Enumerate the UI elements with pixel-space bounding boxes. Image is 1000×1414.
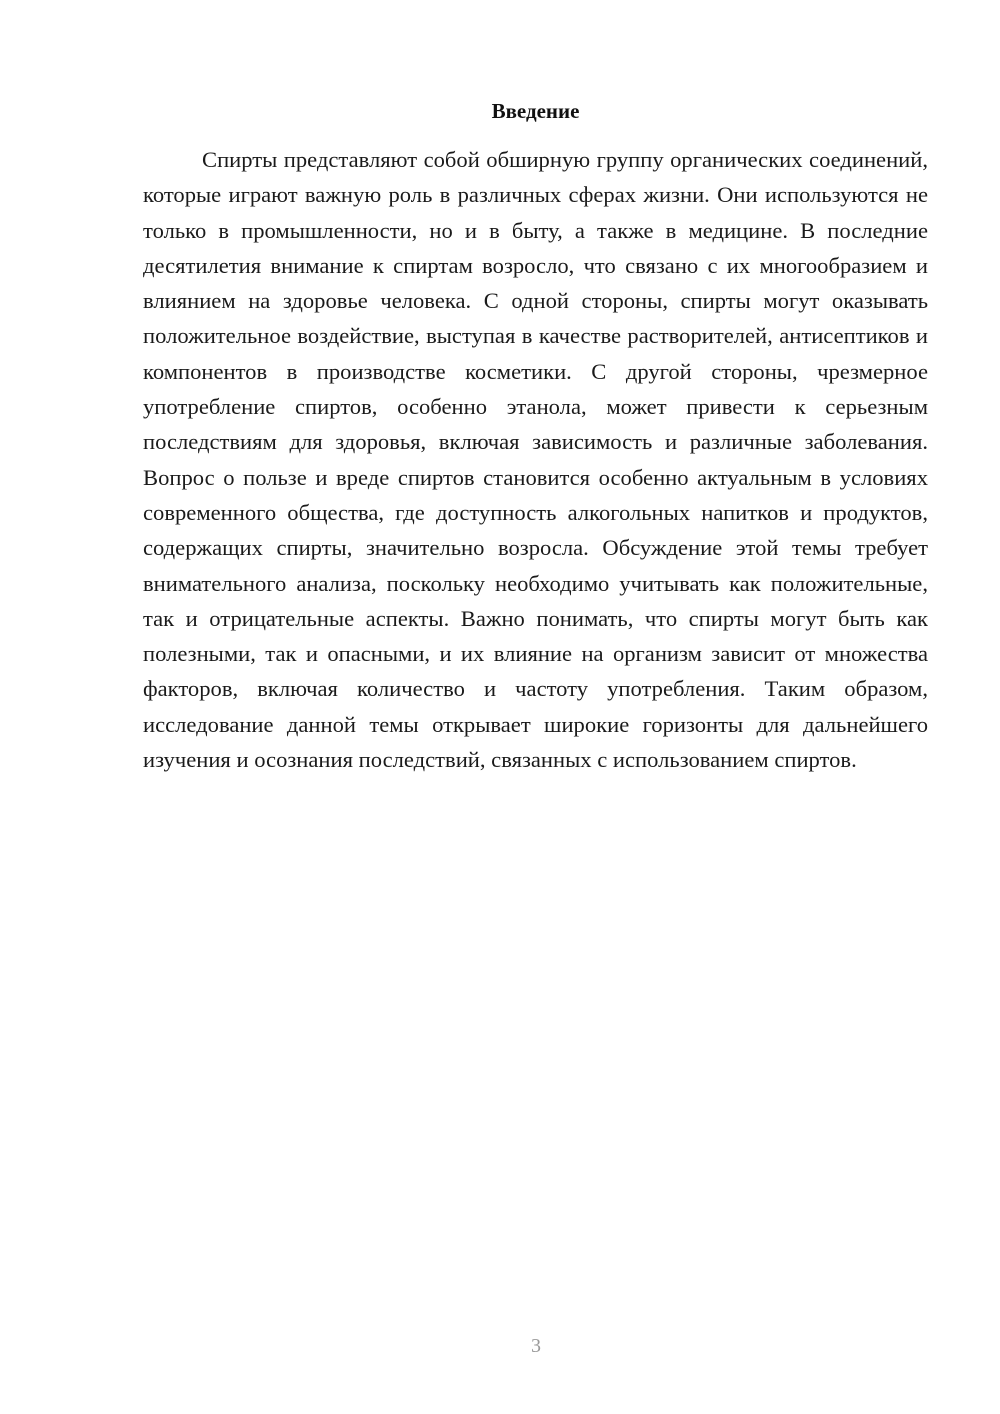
page-number: 3 <box>531 1335 541 1357</box>
section-heading: Введение <box>491 99 580 123</box>
body-paragraph: Спирты представляют собой обширную группу органических соединений, которые играют важную роль в различных сферах жизни. Они используются не только в промышленности, но и в быту, а также в медицине. В последние десятилетия внимание к спиртам возросло, что связано с их многообразием и влиянием на здоровье человека. С одной стороны, спирты могут оказывать положительное воздействие, выступая в качестве растворителей, антисептиков и компонентов в производстве косметики. С другой стороны, чрезмерное употребление спиртов, особенно этанола, может привести к серьезным последствиям для здоровья, включая зависимость и различные заболевания. Вопрос о пользе и вреде спиртов становится особенно актуальным в условиях современного общества, где доступность алкогольных напитков и продуктов, содержащих спирты, значительно возросла. Обсуждение этой темы требует внимательного анализа, поскольку необходимо учитывать как положительные, так и отрицательные аспекты. Важно понимать, что спирты могут быть как полезными, так и опасными, и их влияние на организм зависит от множества факторов, включая количество и частоту употребления. Таким образом, исследование данной темы открывает широкие горизонты для дальнейшего изучения и осознания последствий, связанных с использованием спиртов. <box>143 147 928 773</box>
